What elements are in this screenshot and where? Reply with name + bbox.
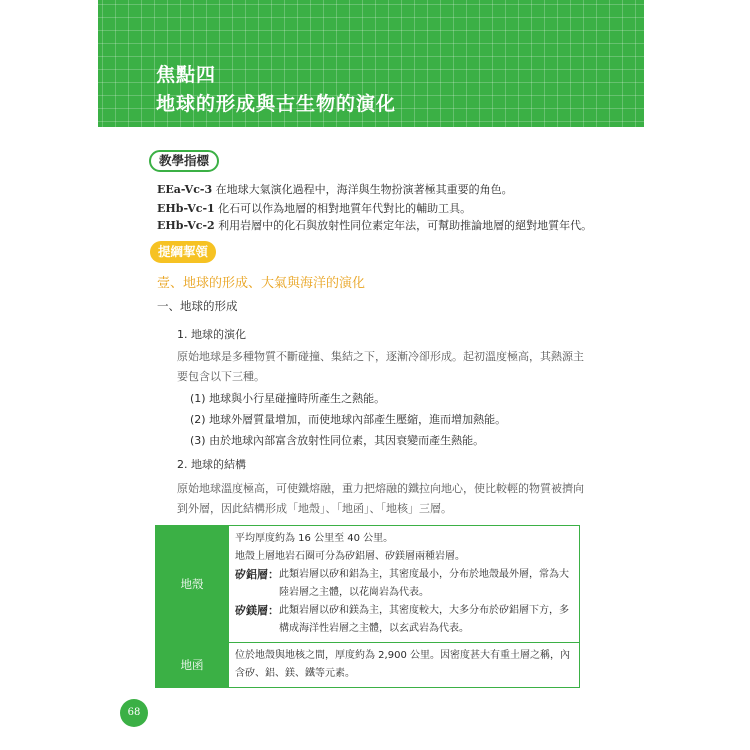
sima-text: 此類岩層以矽和鎂為主，其密度較大，大多分布於矽鋁層下方，多構成海洋性岩層之主體，以玄武岩為代表。 (279, 605, 569, 634)
standard-text: 化石可以作為地層的相對地質年代對比的輔助工具。 (214, 202, 472, 215)
section-heading: 壹、地球的形成、大氣與海洋的演化 (157, 276, 366, 291)
sial-text: 此類岩層以矽和鋁為主，其密度最小，分布於地殼最外層，常為大陸岩層之主體，以花崗岩為代表。 (279, 569, 569, 598)
list-item: (2) 地球外層質量增加，而使地球內部產生壓縮，進而增加熱能。 (190, 413, 507, 426)
paragraph: 原始地球溫度極高，可使鐵熔融，重力把熔融的鐵拉向地心，使比較輕的物質被擠向到外層，因此結構形成「地殼」、「地函」、「地核」三層。 (177, 482, 584, 515)
topic-heading: 1. 地球的演化 (177, 328, 246, 341)
row-header-crust: 地殼 (156, 526, 229, 643)
chapter-header-banner (98, 0, 644, 127)
page-number: 68 (120, 699, 148, 727)
crust-description (229, 526, 580, 643)
row-header-mantle: 地函 (156, 643, 229, 688)
focus-label: 焦點四 (156, 64, 217, 86)
standard-code: EHb-Vc-2 (157, 219, 215, 232)
table-row (156, 643, 580, 688)
standard-code: EEa-Vc-3 (157, 183, 213, 196)
standard-line (157, 217, 592, 233)
topic-heading: 2. 地球的結構 (177, 458, 246, 471)
standard-line (157, 200, 471, 216)
paragraph: 原始地球是多種物質不斷碰撞、集結之下，逐漸冷卻形成。起初溫度極高，其熱源主要包含以下三種。 (177, 350, 584, 383)
earth-structure-table (155, 525, 580, 688)
crust-line: 平均厚度約為 16 公里至 40 公里。 (235, 533, 394, 544)
crust-line: 地殼上層地岩石圈可分為矽鋁層、矽鎂層兩種岩層。 (235, 551, 465, 562)
sima-layer (235, 602, 573, 638)
standard-line (157, 181, 513, 197)
teaching-goals-badge: 教學指標 (149, 150, 219, 172)
page-title: 地球的形成與古生物的演化 (156, 93, 397, 115)
sima-label: 矽鎂層： (235, 604, 279, 617)
sial-layer (235, 566, 573, 602)
mantle-description: 位於地殼與地核之間，厚度約為 2,900 公里。因密度甚大有重土層之稱，內含矽、鋁、鎂、鐵等元素。 (229, 643, 580, 688)
standard-text: 在地球大氣演化過程中，海洋與生物扮演著極其重要的角色。 (212, 183, 513, 196)
standard-code: EHb-Vc-1 (157, 202, 215, 215)
table-row (156, 526, 580, 643)
subsection-heading: 一、地球的形成 (157, 299, 238, 313)
standard-text: 利用岩層中的化石與放射性同位素定年法，可幫助推論地層的絕對地質年代。 (214, 219, 593, 232)
list-item: (3) 由於地球內部富含放射性同位素，其因衰變而產生熱能。 (190, 434, 485, 447)
sial-label: 矽鋁層： (235, 568, 279, 581)
list-item: (1) 地球與小行星碰撞時所產生之熱能。 (190, 392, 386, 405)
outline-badge: 提綱挈領 (150, 241, 216, 263)
